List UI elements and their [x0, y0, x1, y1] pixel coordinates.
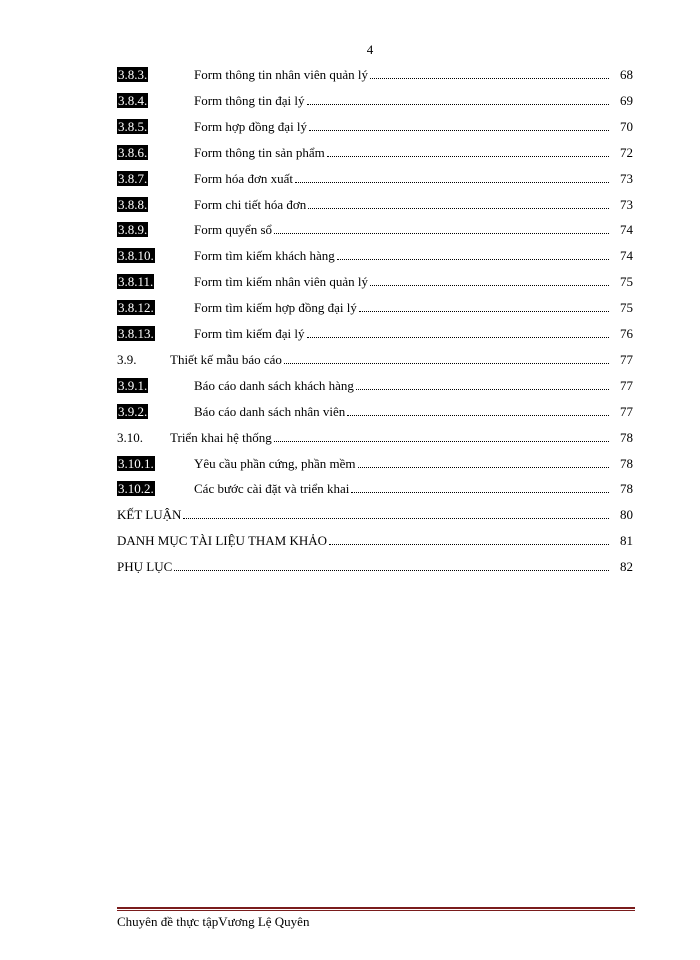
toc-entry[interactable] [117, 402, 633, 419]
toc-entry-page: 74 [620, 248, 633, 264]
toc-entry-title: Form thông tin nhân viên quản lý [194, 67, 369, 82]
toc-leader-dots [358, 466, 609, 468]
toc-leader-dots [307, 103, 610, 105]
toc-entry-title: Triển khai hệ thống [170, 429, 272, 445]
page-number: 4 [366, 42, 374, 57]
footer-rule [117, 907, 635, 909]
toc-leader-dots [307, 336, 610, 338]
toc-entry[interactable] [117, 117, 633, 134]
toc-leader-dots [329, 543, 609, 545]
toc-entry[interactable] [117, 428, 633, 445]
toc-leader-dots [347, 414, 609, 416]
toc-entry-number: 3.8.3. [118, 67, 148, 82]
toc-entry-number: 3.9. [117, 351, 137, 367]
toc-entry-page: 73 [620, 196, 633, 212]
toc-entry-title: Form tìm kiếm đại lý [194, 326, 305, 341]
toc-entry-page: 75 [620, 274, 633, 290]
toc-entry-page: 69 [620, 92, 633, 108]
toc-entry-number: 3.8.6. [118, 144, 148, 160]
toc-entry-page: 68 [620, 67, 633, 82]
toc-entry[interactable] [117, 91, 633, 108]
toc-entry-number: 3.10. [117, 429, 143, 445]
toc-entry-page: 75 [620, 300, 633, 316]
toc-entry-title: Báo cáo danh sách khách hàng [194, 377, 354, 393]
toc-leader-dots [356, 388, 609, 390]
toc-entry-number: 3.8.11. [118, 274, 154, 290]
footer-rule-thin [117, 910, 635, 911]
toc-entry-title: Form tìm kiếm hợp đồng đại lý [194, 300, 357, 316]
toc-entry-number: 3.8.12. [118, 300, 154, 316]
toc-entry-page: 78 [620, 455, 633, 471]
toc-entry[interactable] [117, 324, 633, 341]
toc-entry-number: 3.8.10. [118, 248, 154, 264]
toc-entry[interactable] [117, 169, 633, 186]
toc-entry-page: 72 [620, 144, 633, 160]
toc-entry-number: 3.8.13. [118, 326, 154, 341]
toc-entry-page: 77 [620, 377, 633, 393]
toc-entry-title: Form thông tin đại lý [194, 92, 305, 108]
toc-leader-dots [174, 569, 609, 571]
toc-leader-dots [274, 232, 609, 234]
toc-entry-page: 77 [620, 351, 633, 367]
toc-leader-dots [274, 440, 609, 442]
toc-entry[interactable] [117, 195, 633, 212]
toc-entry-number: 3.10.1. [118, 455, 154, 471]
toc-entry-title: KẾT LUẬN [117, 507, 182, 523]
toc-leader-dots [295, 181, 609, 183]
toc-entry-page: 80 [620, 507, 633, 523]
toc-leader-dots [308, 207, 609, 209]
toc-leader-dots [284, 362, 609, 364]
toc-entry-page: 73 [620, 170, 633, 186]
toc-leader-dots [370, 77, 609, 79]
toc-leader-dots [309, 129, 609, 131]
toc-leader-dots [359, 310, 609, 312]
toc-entry-number: 3.10.2. [118, 481, 154, 497]
toc-entry-number: 3.8.9. [118, 222, 148, 238]
toc-entry-number: 3.9.2. [118, 403, 148, 419]
toc-entry[interactable] [117, 505, 633, 522]
toc-leader-dots [370, 284, 609, 286]
toc-entry-page: 78 [620, 481, 633, 497]
toc-entry-title: Form thông tin sản phẩm [194, 144, 325, 160]
toc-entry-title: Báo cáo danh sách nhân viên [194, 403, 346, 419]
footer-text: Chuyên đề thực tậpVương Lệ Quyên [117, 914, 310, 929]
toc-leader-dots [337, 258, 609, 260]
toc-leader-dots [351, 491, 609, 493]
toc-entry[interactable] [117, 350, 633, 367]
toc-entry[interactable] [117, 65, 633, 82]
toc-entry[interactable] [117, 454, 633, 471]
toc-entry[interactable] [117, 298, 633, 315]
toc-entry-title: Form hợp đồng đại lý [194, 118, 308, 134]
toc-entry-title: Yêu cầu phần cứng, phần mềm [194, 455, 356, 471]
toc-entry-title: DANH MỤC TÀI LIỆU THAM KHẢO [117, 533, 328, 549]
toc-entry-number: 3.8.5. [118, 118, 148, 134]
toc-entry[interactable] [117, 376, 633, 393]
toc-entry-title: Các bước cài đặt và triển khai [194, 481, 350, 497]
toc-entry[interactable] [117, 220, 633, 237]
toc-entry[interactable] [117, 479, 633, 496]
toc-entry-page: 70 [620, 118, 633, 134]
toc-entry[interactable] [117, 272, 633, 289]
toc-entry-number: 3.9.1. [118, 377, 148, 393]
toc-entry-title: Form hóa đơn xuất [194, 170, 293, 186]
toc-entry-title: Form tìm kiếm khách hàng [194, 248, 335, 264]
toc-entry-page: 74 [620, 222, 633, 238]
toc-entry-page: 81 [620, 533, 633, 549]
toc-entry-page: 77 [620, 403, 633, 419]
toc-entry-title: Thiết kế mẫu báo cáo [170, 351, 282, 367]
toc-entry-title: Form quyển sổ [194, 222, 272, 238]
toc-leader-dots [327, 155, 609, 157]
toc-entry-page: 82 [620, 559, 633, 575]
toc-entry-number: 3.8.8. [118, 196, 148, 212]
toc-entry-page: 76 [620, 326, 633, 341]
toc-entry[interactable] [117, 531, 633, 548]
toc-entry-number: 3.8.7. [118, 170, 148, 186]
toc-entry-title: Form tìm kiếm nhân viên quản lý [194, 274, 369, 290]
toc-entry[interactable] [117, 246, 633, 263]
toc-leader-dots [183, 517, 609, 519]
toc-entry-title: Form chi tiết hóa đơn [194, 196, 307, 212]
toc-entry-title: PHỤ LỤC [117, 559, 173, 575]
toc-entry[interactable] [117, 143, 633, 160]
toc-entry-number: 3.8.4. [118, 92, 148, 108]
toc-entry-page: 78 [620, 429, 633, 445]
toc-entry[interactable] [117, 557, 633, 574]
